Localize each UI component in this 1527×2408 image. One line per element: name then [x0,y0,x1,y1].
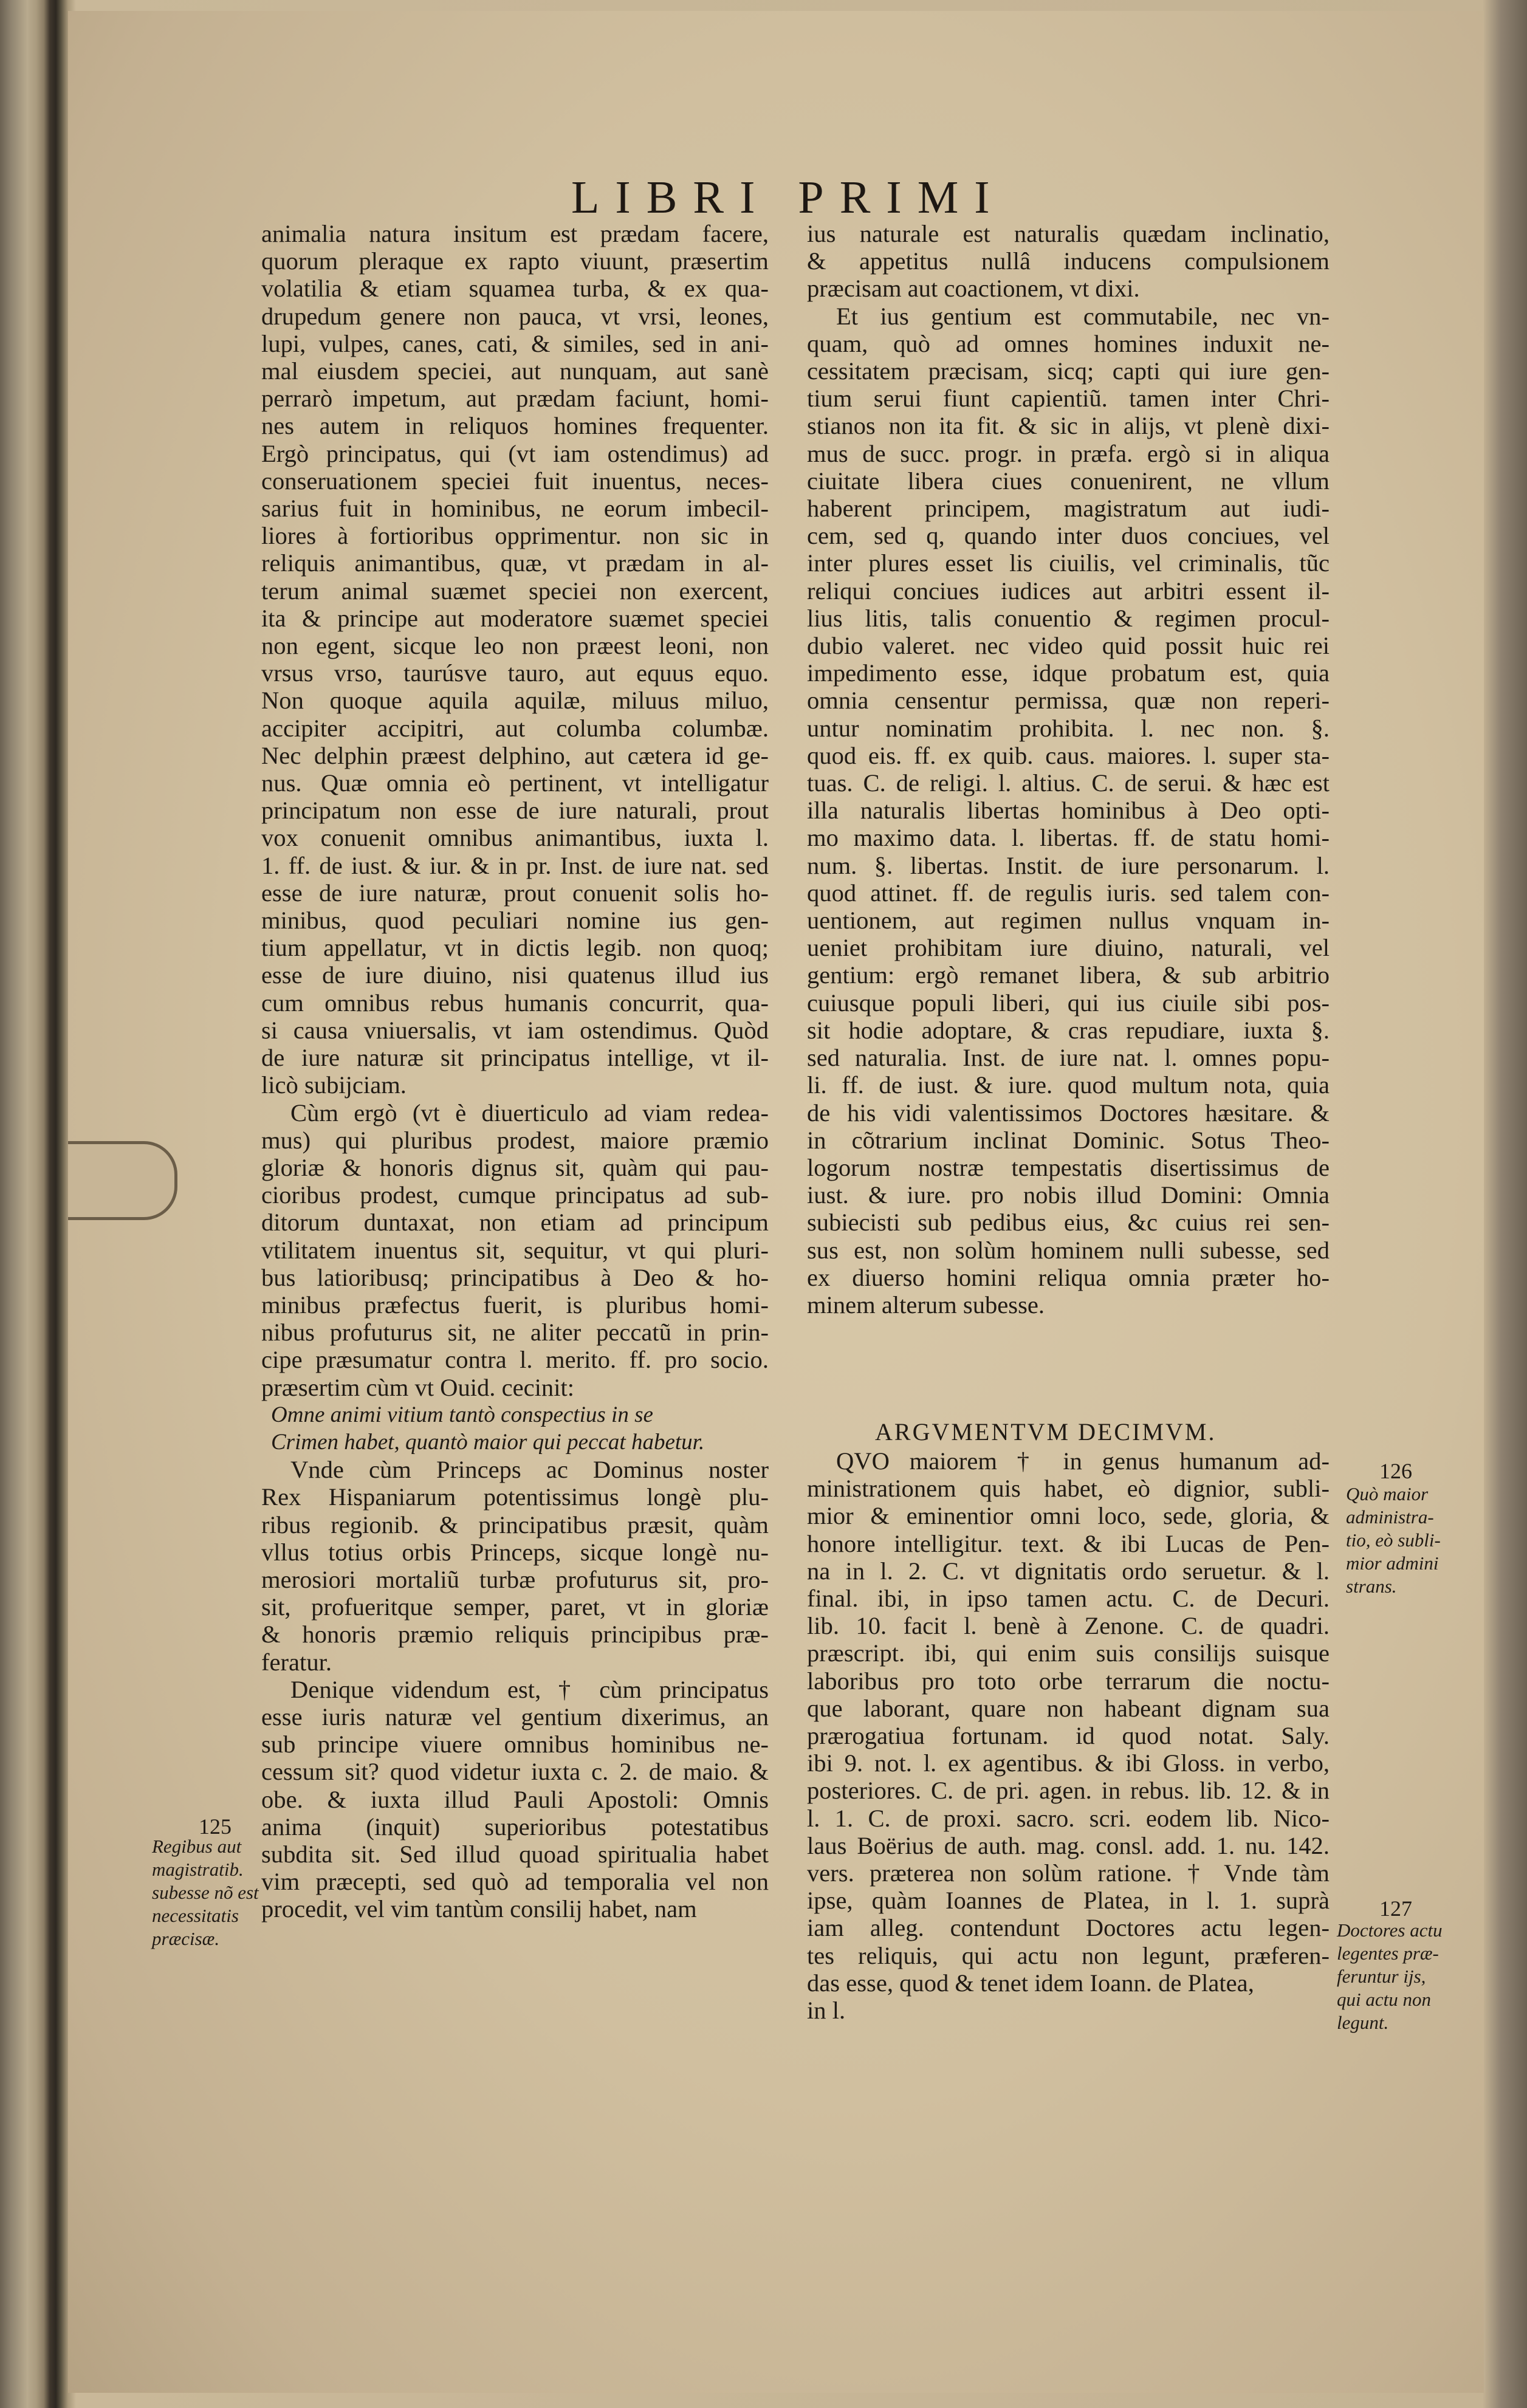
text-line: Nec delphin præest delphino, aut cætera id ge- [261,741,769,769]
text-line: vrsus vrso, taurúsve tauro, aut equus equo. [261,659,769,687]
margin-note-line: mior admini [1346,1552,1439,1574]
text-line: Et ius gentium est commutabile, nec vn- [836,302,1330,330]
text-line: cessitatem præcisam, sicq; capti qui iure gen- [807,357,1330,385]
right-column-lower [807,1447,1330,2024]
margin-note-line: Regibus aut [152,1836,242,1857]
text-line: ita & principe aut moderatore suæmet speciei [261,604,769,632]
margin-note-line: strans. [1346,1576,1397,1597]
text-line: ribus regionib. & principatibus præsit, quàm [261,1511,769,1538]
text-line: quod eis. ff. ex quib. caus. maiores. l. super sta- [807,741,1330,769]
text-line: uentionem, aut regimen nullus vnquam in- [807,907,1330,935]
text-line: sarius fuit in hominibus, ne eorum imbecil- [261,495,769,523]
text-line: Rex Hispaniarum potentissimus longè plu- [261,1483,769,1511]
text-line: reliquis animantibus, quæ, vt prædam in al- [261,549,769,577]
margin-note-127 [1337,1919,1443,2034]
text-line: iust. & iure. pro nobis illud Domini: Omnia [807,1181,1330,1209]
text-line: mior & eminentior omni loco, sede, gloria, & [807,1502,1330,1530]
text-line: præcisam aut coactionem, vt dixi. [807,275,1140,303]
text-line: Cùm ergò (vt è diuerticulo ad viam redea- [290,1099,769,1127]
text-line: ius naturale est naturalis quædam inclinatio, [807,220,1330,247]
margin-note-line: subesse nõ est [152,1882,259,1903]
left-column-text [261,220,769,1401]
text-line: logorum nostræ tempestatis disertissimus de [807,1153,1330,1181]
margin-note-line: Doctores actu [1337,1919,1443,1941]
running-title: LIBRI PRIMI [571,172,1006,223]
text-line: ciuitate libera ciues conuenirent, ne vllum [807,467,1330,495]
text-line: drupedum genere non pauca, vt vrsi, leones, [261,302,769,330]
text-line: lib. 10. facit l. benè à Zenone. C. de quadri. [807,1612,1330,1640]
text-line: QVO maiorem † in genus humanum ad- [836,1447,1330,1475]
text-line: sed naturalia. Inst. de iure nat. l. omnes popu- [807,1044,1330,1072]
text-line: merosiori mortaliũ turbæ profuturus sit, pro- [261,1565,769,1593]
text-line: perrarò impetum, aut prædam faciunt, homi- [261,385,769,413]
text-line: nus. Quæ omnia eò pertinent, vt intelligatur [261,769,769,797]
text-line: vers. præterea non solùm ratione. † Vnde tàm [807,1859,1330,1887]
text-line: cipe præsumatur contra l. merito. ff. pro socio. [261,1346,769,1374]
text-line: ipse, quàm Ioannes de Platea, in l. 1. suprà [807,1887,1330,1915]
text-line: quod attinet. ff. de regulis iuris. sed talem con- [807,879,1330,907]
text-line: ueniet prohibitam iure diuino, naturali, vel [807,934,1330,962]
text-line: gentium: ergò remanet libera, & sub arbitrio [807,961,1330,989]
text-line: sit hodie adoptare, & cras repudiare, iuxta §. [807,1016,1330,1044]
right-column [807,220,1330,1319]
text-line: Ergò principatus, qui (vt iam ostendimus) ad [261,439,769,467]
right-column-text [807,220,1330,1319]
text-line: nes autem in reliquos homines frequenter. [261,412,769,440]
text-line: vtilitatem inuentus sit, sequitur, vt qui pluri- [261,1236,769,1264]
text-line: mus de succ. progr. in præfa. ergò si in aliqua [807,439,1330,467]
margin-note-125 [152,1835,259,1950]
text-line: reliqui conciues iudices aut arbitri essent il- [807,577,1330,605]
text-line: na in l. 2. C. vt dignitatis ordo seruetur. & l. [807,1557,1330,1585]
left-column-text-continued [261,1456,769,1923]
text-line: bus latioribusq; principatibus à Deo & ho- [261,1263,769,1291]
text-line: sub principe viuere omnibus hominibus ne- [261,1731,769,1758]
argument-heading: ARGVMENTVM DECIMVM. [875,1418,1216,1446]
text-line: illa naturalis libertas hominibus à Deo opti- [807,797,1330,825]
quote-line: Crimen habet, quantò maior qui peccat habetur. [271,1429,705,1455]
text-line: vim præcepti, sed quò ad temporalia vel non [261,1868,769,1896]
argument-text [807,1447,1330,1997]
margin-note-number-125: 125 [199,1814,232,1839]
text-line: de his vidi valentissimos Doctores hæsitare. & [807,1099,1330,1127]
text-line: ibi 9. not. l. ex agentibus. & ibi Gloss. in verbo, [807,1749,1330,1777]
text-line: que laborant, quare non habeant dignam sua [807,1694,1330,1722]
text-line: cum omnibus rebus humanis concurrit, qua- [261,989,769,1017]
text-line: minibus præfectus fuerit, is pluribus homi- [261,1291,769,1319]
text-line: & honoris præmio reliquis principibus præ- [261,1621,769,1648]
text-line: Denique videndum est, † cùm principatus [290,1675,769,1703]
text-line: laus Boërius de auth. mag. consl. add. 1. nu. 142. [807,1831,1330,1859]
text-line: anima (inquit) superioribus potestatibus [261,1813,769,1840]
text-line: mus) qui pluribus prodest, maiore præmio [261,1126,769,1154]
text-line: cioribus prodest, cumque principatus ad sub- [261,1181,769,1209]
text-line: principatum non esse de iure naturali, prout [261,797,769,825]
text-line: minem alterum subesse. [807,1291,1045,1319]
text-line: esse de iure diuino, nisi quatenus illud ius [261,961,769,989]
text-line: volatilia & etiam squamea turba, & ex qua- [261,275,769,303]
text-line: gloriæ & honoris dignus sit, quàm qui pau- [261,1153,769,1181]
text-line: non egent, sicque leo non præest leoni, non [261,632,769,660]
margin-note-line: magistratib. [152,1859,244,1880]
text-line: ex diuerso homini reliqua omnia præter ho- [807,1263,1330,1291]
text-line: conseruationem speciei fuit inuentus, neces- [261,467,769,495]
text-line: impedimento esse, idque probatum est, quia [807,659,1330,687]
text-line: mo maximo data. l. libertas. ff. de statu homi- [807,824,1330,852]
margin-note-126 [1346,1483,1441,1598]
text-line: li. ff. de iust. & iure. quod multum nota, quia [807,1071,1330,1099]
margin-note-line: præcisæ. [152,1928,220,1949]
margin-note-line: Quò maior [1346,1483,1429,1504]
text-line: final. ibi, in ipso tamen actu. C. de Decuri. [807,1585,1330,1613]
page-fold-tab [68,1141,177,1220]
text-line: tuas. C. de religi. l. altius. C. de serui. & hæc est [807,769,1330,797]
text-line: feratur. [261,1648,332,1676]
margin-note-line: qui actu non [1337,1989,1431,2010]
text-line: Vnde cùm Princeps ac Dominus noster [290,1456,769,1484]
text-line: nibus profuturus sit, ne aliter peccatũ in prin- [261,1319,769,1346]
ovid-quote [261,1401,769,1456]
text-line: omnia censentur permissa, quæ non reperi- [807,687,1330,715]
text-line: accipiter accipitri, aut columba columbæ. [261,714,769,742]
text-line: procedit, vel vim tantùm consilij habet, nam [261,1895,697,1923]
text-line: cessum sit? quod videtur iuxta c. 2. de maio. & [261,1758,769,1786]
text-line: cem, sed q, quando inter duos conciues, vel [807,522,1330,550]
text-line: si causa vniuersalis, vt iam ostendimus. Quòd [261,1016,769,1044]
text-line: licò subijciam. [261,1071,407,1099]
text-line: liores à fortioribus opprimentur. non sic in [261,522,769,550]
text-line: l. 1. C. de proxi. sacro. scri. eodem lib. Nico- [807,1804,1330,1832]
text-line: minibus, quod peculiari nomine ius gen- [261,907,769,935]
text-line: præsertim cùm vt Ouid. cecinit: [261,1373,575,1401]
text-line: vox conuenit omnibus animantibus, iuxta l. [261,824,769,852]
text-line: mal eiusdem speciei, aut nunquam, aut sanè [261,357,769,385]
text-line: obe. & iuxta illud Pauli Apostoli: Omnis [261,1785,769,1813]
catchword: in l. [807,1997,846,2025]
text-line: animalia natura insitum est prædam facere, [261,220,769,247]
text-line: esse de iure naturæ, prout conuenit solis ho- [261,879,769,907]
margin-note-number-126: 126 [1379,1459,1412,1483]
margin-note-line: necessitatis [152,1905,239,1926]
text-line: num. §. libertas. Instit. de iure personarum. l. [807,851,1330,879]
text-line: cuiusque populi liberi, qui ius ciuile sibi pos- [807,989,1330,1017]
text-line: esse iuris naturæ vel gentium dixerimus, an [261,1703,769,1731]
text-line: in cõtrarium inclinat Dominic. Sotus Theo- [807,1126,1330,1154]
text-line: ditorum duntaxat, non etiam ad principum [261,1209,769,1237]
text-line: prærogatiua fortunam. id quod notat. Saly. [807,1722,1330,1750]
text-line: posteriores. C. de pri. agen. in rebus. lib. 12. & in [807,1777,1330,1805]
text-line: quorum pleraque ex rapto viuunt, præsertim [261,247,769,275]
text-line: lupi, vulpes, canes, cati, & similes, sed in ani- [261,329,769,357]
text-line: subiecisti sub pedibus eius, &c cuius rei sen- [807,1209,1330,1237]
text-line: inter plures esset lis ciuilis, vel criminalis, tũc [807,549,1330,577]
text-line: tes reliquis, qui actu non legunt, præferen- [807,1941,1330,1969]
text-line: subdita sit. Sed illud quoad spiritualia habet [261,1840,769,1868]
text-line: vllus totius orbis Princeps, sicque longè nu- [261,1538,769,1566]
text-line: tium serui fiunt capientiũ. tamen inter Chri- [807,385,1330,413]
text-line: sus est, non solùm hominem nulli subesse, sed [807,1236,1330,1264]
text-line: & appetitus nullâ inducens compulsionem [807,247,1330,275]
text-line: de iure naturæ sit principatus intellige, vt il- [261,1044,769,1072]
text-line: lius litis, talis conuentio & regimen procul- [807,604,1330,632]
text-line: Non quoque aquila aquilæ, miluus miluo, [261,687,769,715]
margin-note-line: feruntur ijs, [1337,1966,1426,1987]
text-line: haberent principem, magistratum aut iudi- [807,495,1330,523]
text-line: iam alleg. contendunt Doctores actu legen- [807,1914,1330,1942]
margin-note-line: legunt. [1337,2012,1389,2033]
margin-note-line: tio, eò subli- [1346,1529,1441,1551]
text-line: 1. ff. de iust. & iur. & in pr. Inst. de iure nat. sed [261,851,769,879]
text-line: stianos non ita fit. & sic in alijs, vt plenè dixi- [807,412,1330,440]
text-line: quam, quò ad omnes homines induxit ne- [807,329,1330,357]
text-line: tium appellatur, vt in dictis legib. non quoq; [261,934,769,962]
text-line: ministrationem quis habet, eò dignior, subli- [807,1475,1330,1503]
quote-line: Omne animi vitium tantò conspectius in se [271,1402,653,1427]
text-line: laboribus pro toto orbe terrarum die noctu- [807,1667,1330,1695]
text-line: das esse, quod & tenet idem Ioann. de Platea, [807,1969,1254,1997]
text-line: præscript. ibi, qui enim suis consilijs suisque [807,1639,1330,1667]
margin-note-number-127: 127 [1379,1896,1412,1921]
left-column [261,220,769,1923]
text-line: terum animal suæmet speciei non exercent, [261,577,769,605]
margin-note-line: administra- [1346,1506,1434,1528]
text-line: untur nominatim prohibita. l. nec non. §. [807,714,1330,742]
text-line: honore intelligitur. text. & ibi Lucas de Pen- [807,1529,1330,1557]
margin-note-line: legentes præ- [1337,1943,1439,1964]
text-line: dubio valeret. nec video quid possit huic rei [807,632,1330,660]
text-line: sit, profueritque semper, paret, vt in gloriæ [261,1593,769,1621]
